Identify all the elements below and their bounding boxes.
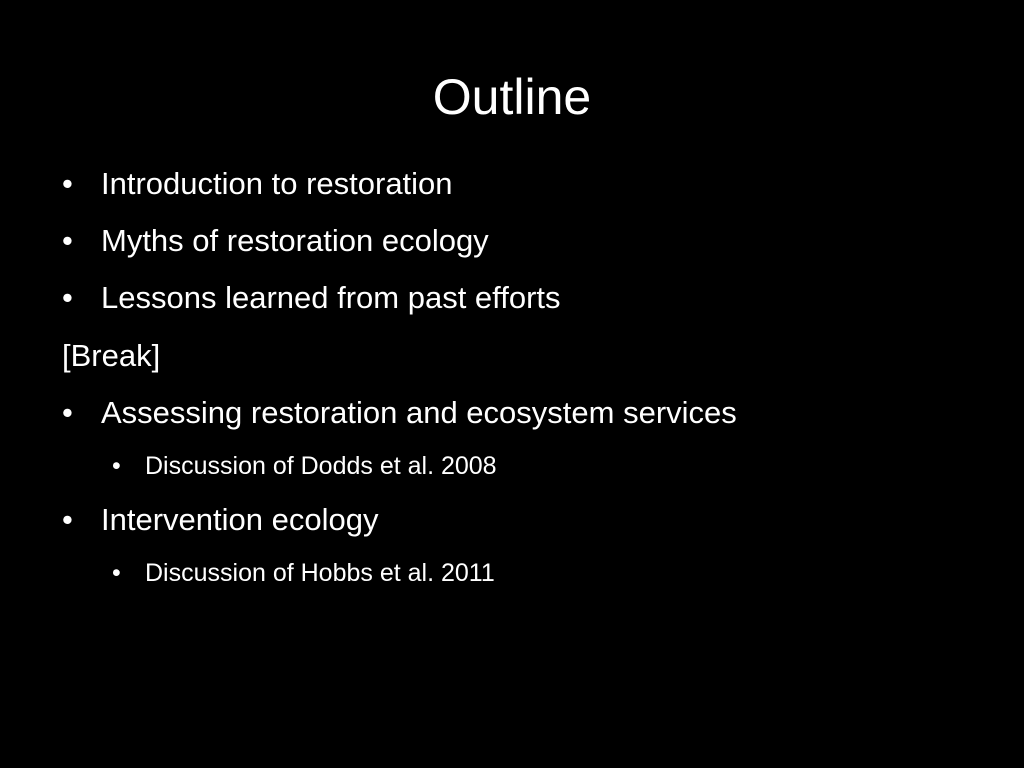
bullet-text: Intervention ecology (101, 502, 379, 537)
bullet-icon: • (62, 280, 73, 315)
bullet-icon: • (62, 166, 73, 201)
bullet-icon: • (112, 559, 121, 587)
bullet-icon: • (62, 395, 73, 430)
sub-bullet-text: Discussion of Hobbs et al. 2011 (145, 559, 495, 587)
bullet-icon: • (62, 502, 73, 537)
bullet-text: Introduction to restoration (101, 166, 453, 201)
slide-title: Outline (432, 69, 592, 125)
bullet-icon: • (62, 223, 73, 258)
break-label: [Break] (62, 338, 161, 373)
bullet-text: Lessons learned from past efforts (101, 280, 561, 315)
sub-bullet-text: Discussion of Dodds et al. 2008 (145, 452, 497, 480)
bullet-text: Myths of restoration ecology (101, 223, 489, 258)
bullet-text: Assessing restoration and ecosystem services (101, 395, 737, 430)
bullet-icon: • (112, 452, 121, 480)
